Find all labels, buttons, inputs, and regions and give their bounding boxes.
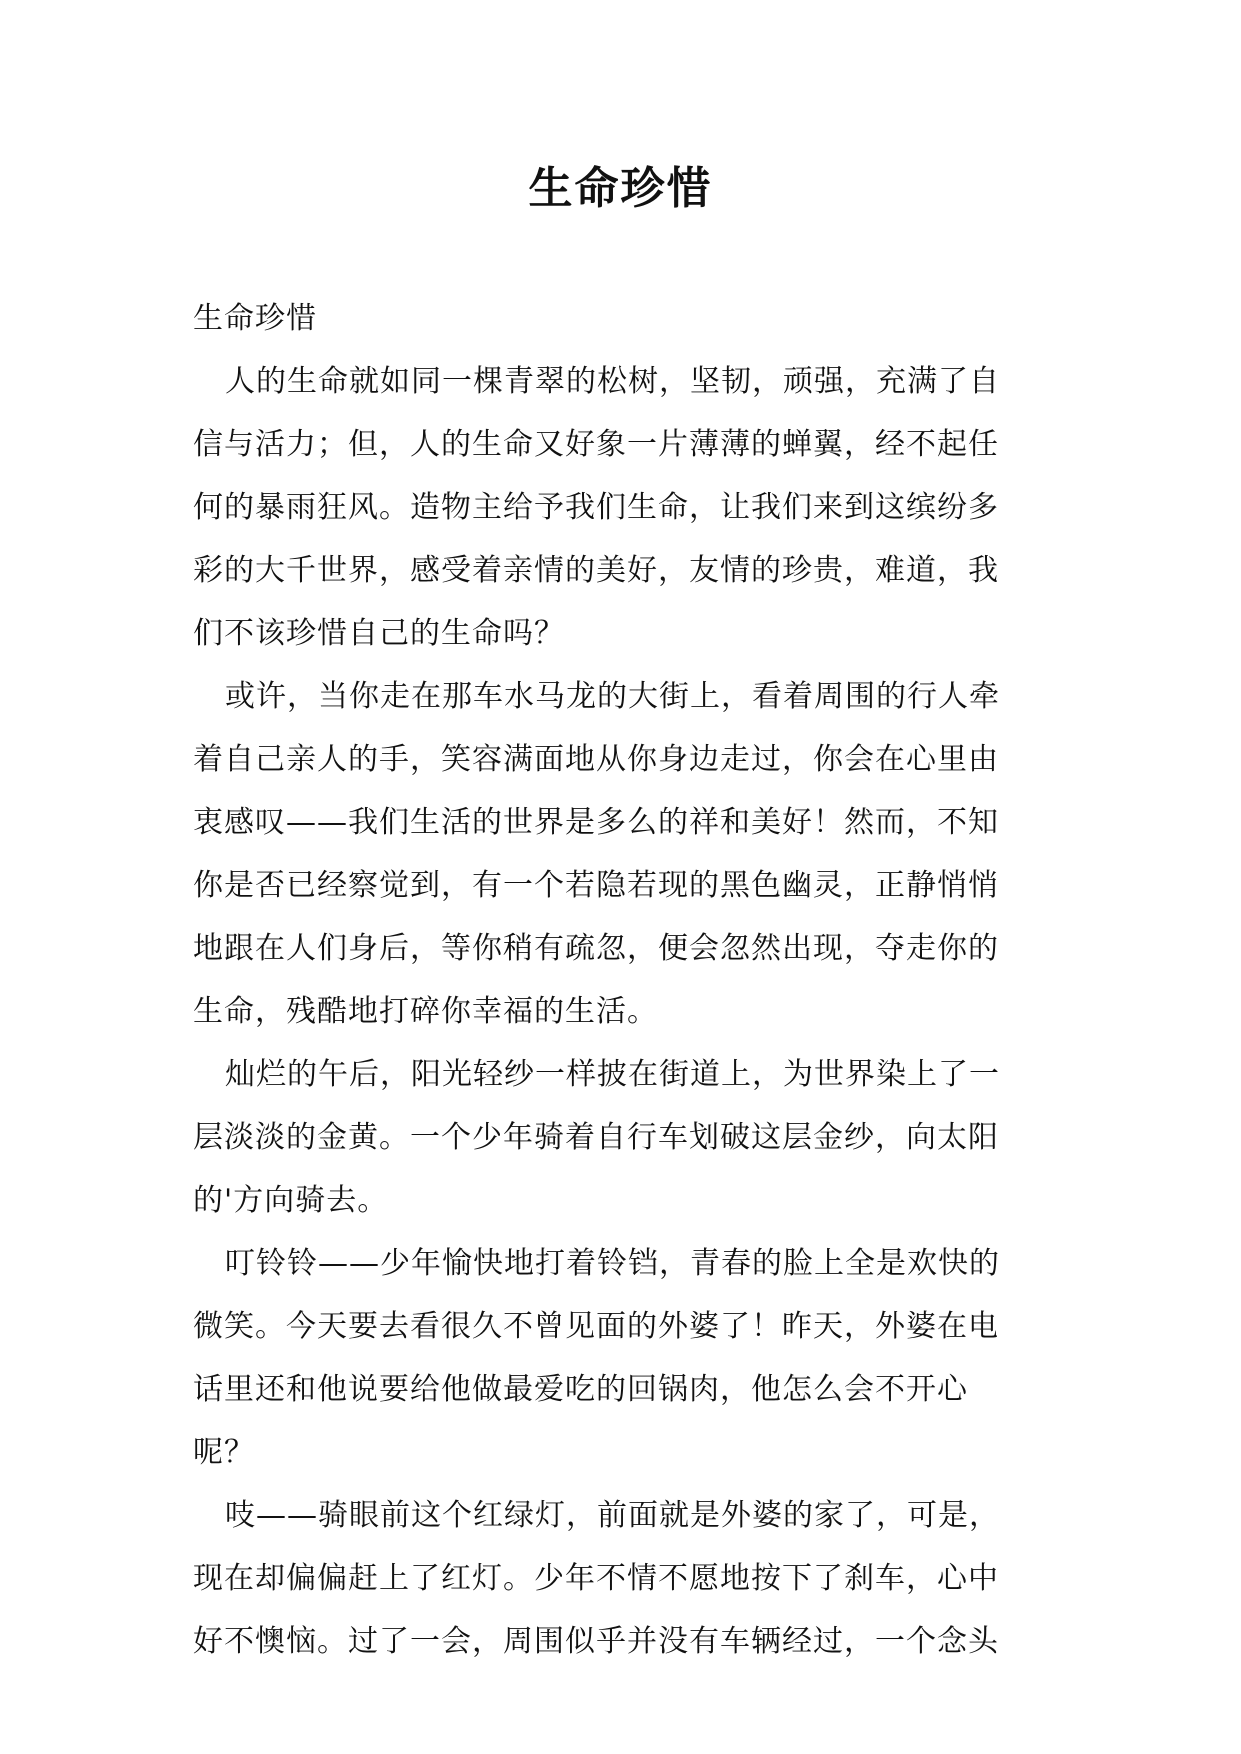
subtitle-line: 生命珍惜	[193, 301, 317, 336]
text-line: 呢？	[193, 1435, 255, 1470]
text-line: 话里还和他说要给他做最爱吃的回锅肉，他怎么会不开心	[193, 1372, 968, 1407]
text-line: 或许，当你走在那车水马龙的大街上，看着周围的行人牵	[225, 679, 1000, 714]
text-line: 好不懊恼。过了一会，周围似乎并没有车辆经过，一个念头	[193, 1624, 999, 1659]
text-line: 地跟在人们身后，等你稍有疏忽，便会忽然出现，夺走你的	[193, 931, 999, 966]
document-body	[193, 287, 1055, 1673]
text-line: 现在却偏偏赶上了红灯。少年不情不愿地按下了刹车，心中	[193, 1561, 999, 1596]
text-line: 微笑。今天要去看很久不曾见面的外婆了！昨天，外婆在电	[193, 1309, 999, 1344]
text-line: 信与活力；但，人的生命又好象一片薄薄的蝉翼，经不起任	[193, 427, 999, 462]
text-line: 生命，残酷地打碎你幸福的生活。	[193, 994, 658, 1029]
document-title: 生命珍惜	[528, 163, 713, 214]
text-line: 着自己亲人的手，笑容满面地从你身边走过，你会在心里由	[193, 742, 999, 777]
text-line: 何的暴雨狂风。造物主给予我们生命，让我们来到这缤纷多	[193, 490, 999, 525]
text-line: 人的生命就如同一棵青翠的松树，坚韧，顽强，充满了自	[225, 364, 1000, 399]
text-line: 吱——骑眼前这个红绿灯，前面就是外婆的家了，可是，	[225, 1498, 1000, 1533]
text-line: 彩的大千世界，感受着亲情的美好，友情的珍贵，难道，我	[193, 553, 999, 588]
text-line: 的'方向骑去。	[193, 1183, 389, 1218]
text-line: 灿烂的午后，阳光轻纱一样披在街道上，为世界染上了一	[225, 1057, 1000, 1092]
text-line: 们不该珍惜自己的生命吗？	[193, 616, 565, 651]
text-line: 你是否已经察觉到，有一个若隐若现的黑色幽灵，正静悄悄	[193, 868, 999, 903]
text-line: 层淡淡的金黄。一个少年骑着自行车划破这层金纱，向太阳	[193, 1120, 999, 1155]
text-line: 叮铃铃——少年愉快地打着铃铛，青春的脸上全是欢快的	[225, 1246, 1000, 1281]
text-line: 衷感叹——我们生活的世界是多么的祥和美好！然而，不知	[193, 805, 999, 840]
